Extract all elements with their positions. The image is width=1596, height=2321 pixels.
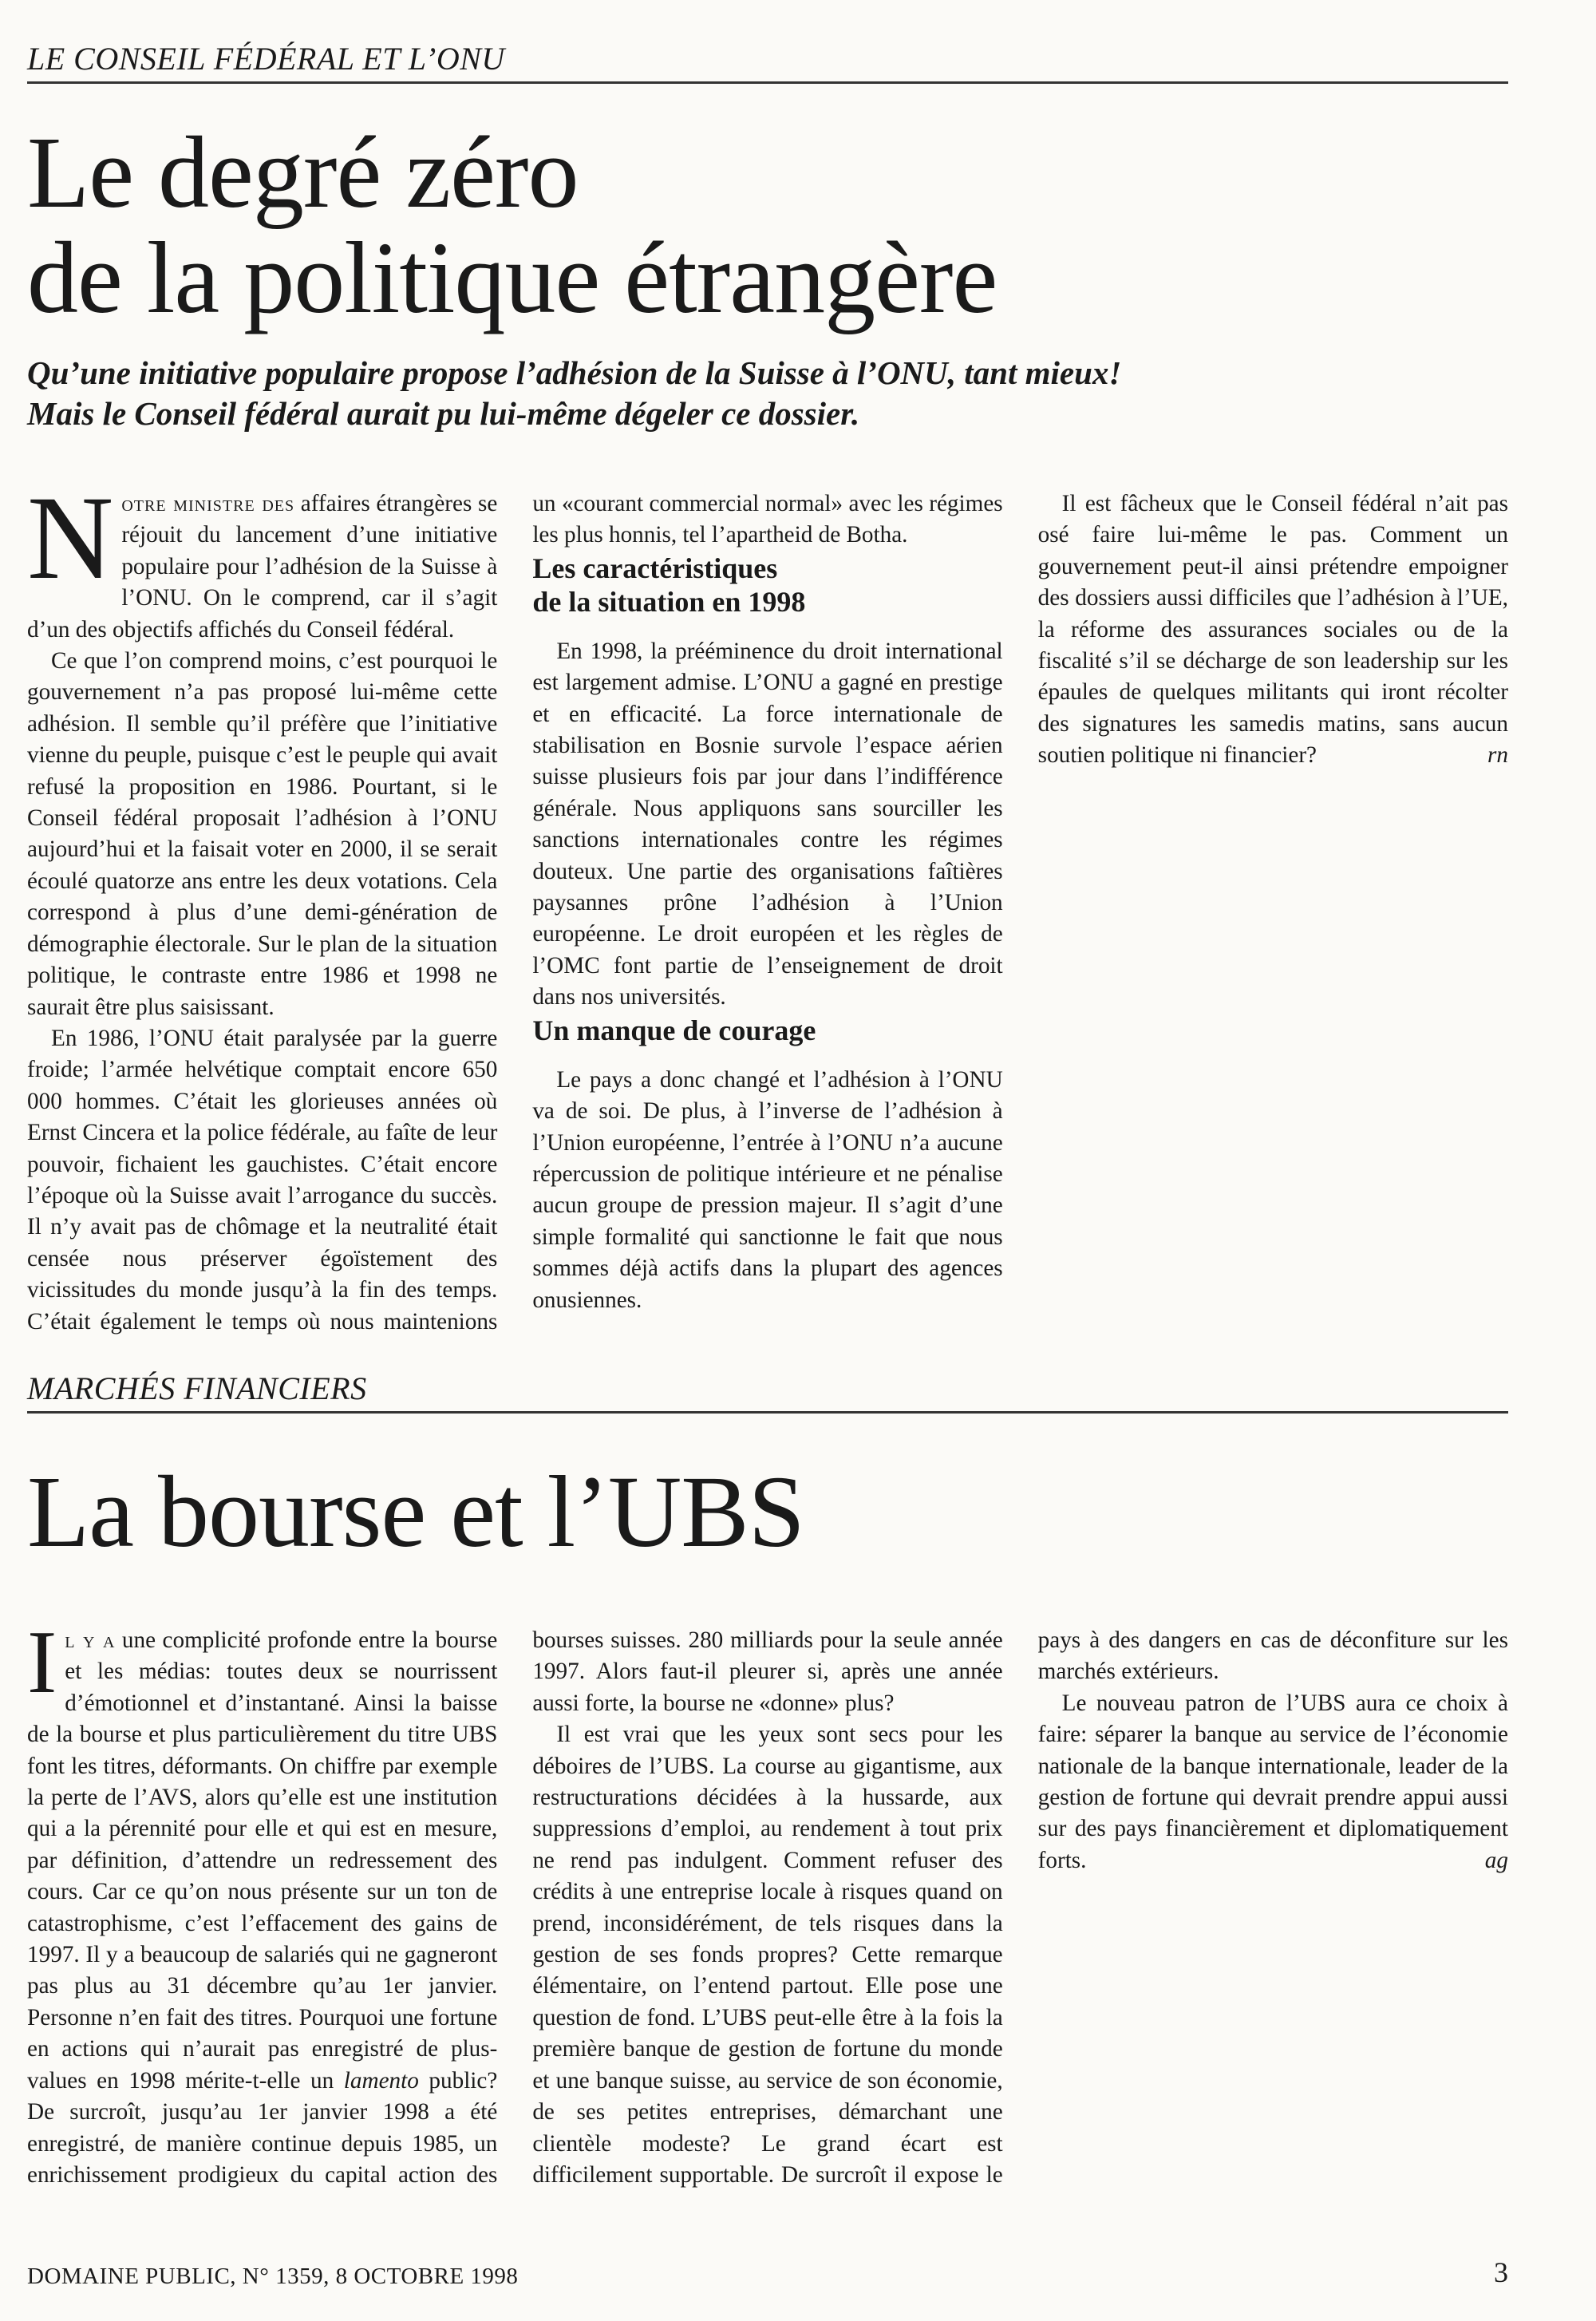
section-subheading xyxy=(532,552,1002,619)
subheading-line: Les caractéristiques xyxy=(532,552,778,584)
article-headline xyxy=(27,116,1508,334)
paragraph: Le pays a donc changé et l’adhésion à l’ONU va de soi. De plus, à l’inverse de l’adhésion à l’Union européenne, l’entrée à l’ONU n’a aucune répercussion de politique intérieure et ne pénalise aucun groupe de pression majeur. Il s’agit d’une simple formalité qui sanctionne le fait que nous sommes déjà actifs dans la plupart des agences onusiennes. xyxy=(532,1066,1003,1313)
paragraph-text: une complicité profonde entre la bourse et les médias: toutes deux se nourrissent d’émotionnel et d’instantané. Ainsi la baisse de la bourse et plus particulièrement du titre UBS font les titres, déformants. On chiffre par exemple la perte de l’AVS, alors qu’elle est une institution qui a la pérennité pour elle et qui est en mesure, par définition, d’attendre un redressement des cours. Car ce qu’on nous présente sur un ton de catastrophisme, c’est l’effacement des gains de 1997. Il y a beaucoup de salariés qui ne gagneront pas plus au 31 décembre qu’au 1er janvier. Personne n’en fait des titres. Pourquoi une fortune en actions qui n’aurait pas enregistré de plus-values en 1998 mérite-t-elle un xyxy=(27,1627,498,2094)
publication-footer: DOMAINE PUBLIC, N° 1359, 8 OCTOBRE 1998 xyxy=(27,2264,519,2289)
paragraph: En 1986, l’ONU était paralysée par la guerre froide; l’armée helvétique comptait encore 650 000 hommes. C’était les glorieuses années où Ernst Cincera et la police fédérale, au faîte de leur pouvoir, fichaient les gauchistes. C’était encore l’époque où la Suisse avait l’arrogance du succès. Il n’y avait pas de chômage et la neutralité était censée nous préserver égoïstement des vicissitudes du monde jusqu’à la fin des temps. C’était également le temps où nous maintenions un «courant commercial normal» avec les régimes les plus honnis, tel l’apartheid de Botha. xyxy=(27,491,1003,1334)
newspaper-page xyxy=(27,0,1508,2321)
paragraph-smallcaps: otre ministre des xyxy=(121,491,295,516)
paragraph: En 1998, la prééminence du droit international est largement admise. L’ONU a gagné en prestige et en efficacité. La force internationale de stabilisation en Bosnie survole l’espace aérien suisse plusieurs fois par jour dans l’indifférence générale. Nous appliquons sans sourciller les sanctions internationales contre les régimes douteux. Une partie des organisations faîtières paysannes prône l’adhésion à l’Union européenne. Le droit européen et les règles de l’OMC font partie de l’enseignement de droit dans nos universités. xyxy=(532,638,1003,1010)
paragraph-text: public? De surcroît, jusqu’au 1er janvier 1998 a été enregistré, de manière continue depuis 1985, un enrichissement prodigieux du capital action des bourses suisses. 280 milliards pour la seule année 1997. Alors faut-il pleurer si, après une année aussi forte, la bourse ne «donne» plus? xyxy=(27,1627,1003,2188)
article-body xyxy=(27,472,1508,1350)
paragraph-smallcaps: l y a xyxy=(65,1627,116,1653)
text-column xyxy=(27,472,1508,1350)
paragraph xyxy=(1038,488,1508,772)
author-signature: rn xyxy=(1487,742,1508,769)
rubric-text: LE CONSEIL FÉDÉRAL ET L’ONU xyxy=(27,41,505,77)
paragraph xyxy=(27,472,498,646)
drop-cap: I xyxy=(27,1613,57,1712)
italic-term: lamento xyxy=(343,2067,419,2094)
author-signature: ag xyxy=(1484,1847,1508,1873)
headline-line: Le degré zéro xyxy=(27,116,579,229)
paragraph: Il est vrai que les yeux sont secs pour les déboires de l’UBS. La course au gigantisme, aux restructurations décidées à la hussarde, aux suppressions d’emploi, au rendement à tout prix ne rend pas indulgent. Comment refuser des crédits à une entreprise locale à risques quand on prend, inconsidérément, de tels risques dans la gestion de ses fonds propres? Cette remarque élémentaire, on l’entend partout. Elle pose une question de fond. L’UBS peut-elle être à la fois la première banque de gestion de fortune du monde et une banque suisse, au service de son économie, de ses petites entreprises, démarchant une clientèle modeste? Le grand écart est difficilement supportable. De surcroît il expose le pays à des dangers en cas de déconfiture sur les marchés extérieurs. xyxy=(532,1627,1508,2188)
article-lead: Qu’une initiative populaire propose l’adhésion de la Suisse à l’ONU, tant mieux! Mais le Conseil fédéral aurait pu lui-même dégeler ce dossier. xyxy=(27,354,1122,432)
page-number: 3 xyxy=(1494,2256,1508,2288)
section-rubric xyxy=(27,40,1508,84)
headline-line: La bourse et l’UBS xyxy=(27,1455,804,1568)
paragraph: Ce que l’on comprend moins, c’est pourquoi le gouvernement n’a pas proposé lui-même cette adhésion. Il semble qu’il préfère que l’initiative vienne du peuple, puisque c’est le peuple qui avait refusé la proposition en 1986. Pourtant, si le Conseil fédéral proposait l’adhésion à l’ONU aujourd’hui et la faisait voter en 2000, il se serait écoulé quatorze ans entre les deux votations. Cela correspond à plus d’une demi-génération de démographie électorale. Sur le plan de la situation politique, le contraste entre 1986 et 1998 ne saurait être plus saisissant. xyxy=(27,648,498,1020)
paragraph-text: affaires étrangères se réjouit du lancement d’une initiative populaire pour l’adhésion de la Suisse à l’ONU. On le comprend, car il s’agit d’un des objectifs affichés du Conseil fédéral. xyxy=(27,491,498,643)
section-rubric xyxy=(27,1370,1508,1414)
drop-cap: N xyxy=(27,472,114,604)
paragraph-text: Il est fâcheux que le Conseil fédéral n’ait pas osé faire lui-même le pas. Comment un gouvernement peut-il ainsi prétendre empoigner des dossiers aussi difficiles que l’adhésion à l’UE, la réforme des assurances sociales ou de la fiscalité s’il se décharge de son leadership sur les épaules de quelques militants qui iront récolter des signatures les samedis matins, sans aucun soutien politique ni financier? xyxy=(1037,491,1508,769)
rubric-text: MARCHÉS FINANCIERS xyxy=(27,1370,367,1406)
paragraph xyxy=(1038,1688,1508,1876)
subheading-line: de la situation en 1998 xyxy=(532,585,806,618)
paragraph-text: Le nouveau patron de l’UBS aura ce choix à faire: séparer la banque au service de l’économie nationale de la banque internationale, leader de la gestion de fortune qui devrait prendre appui aussi sur des pays financièrement et diplomatiquement forts. xyxy=(1037,1690,1508,1873)
article-headline xyxy=(27,1455,1508,1568)
article-body xyxy=(27,1613,1508,2200)
section-subheading: Un manque de courage xyxy=(532,1014,816,1046)
text-column xyxy=(27,1613,1508,2200)
headline-line: de la politique étrangère xyxy=(27,221,998,334)
